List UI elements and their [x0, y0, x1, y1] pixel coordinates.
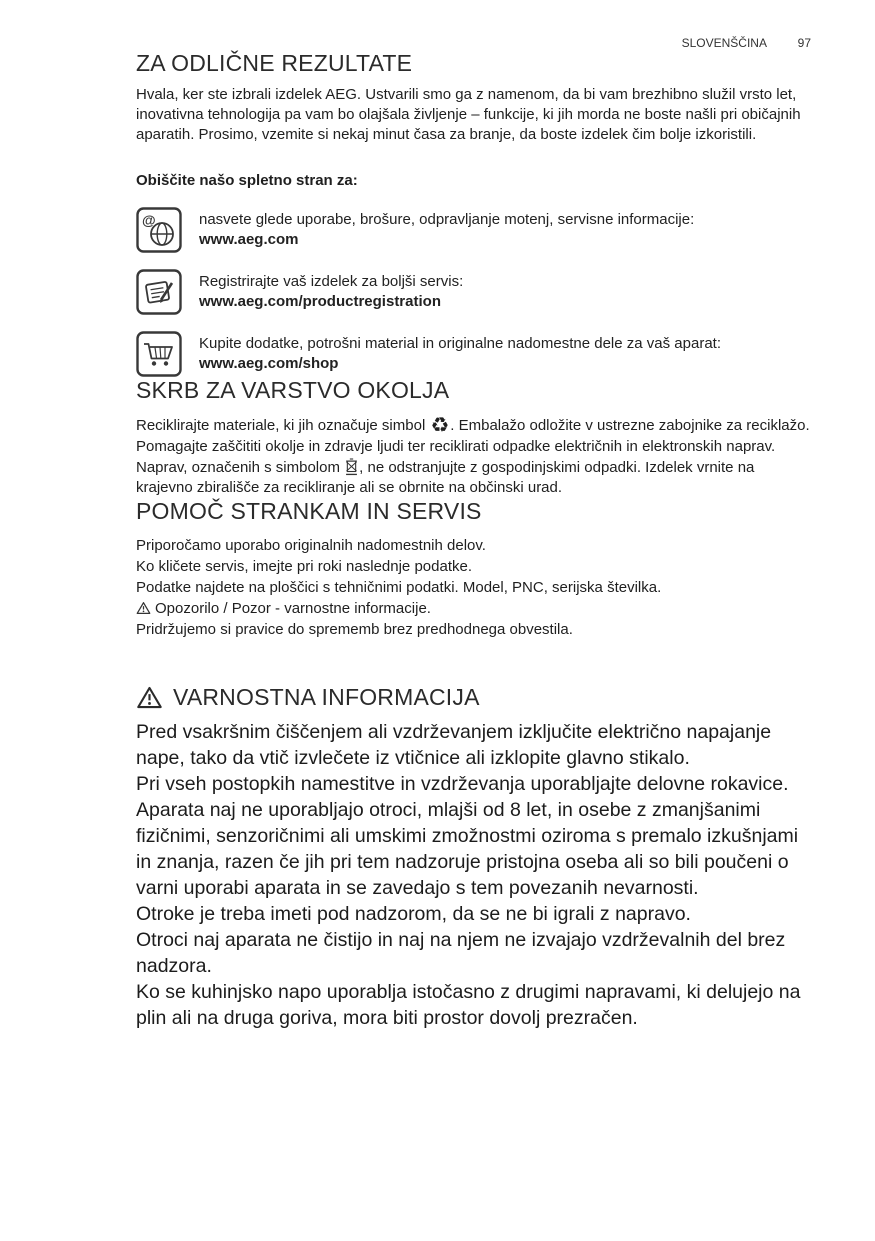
- safety-paragraphs: [136, 719, 812, 1031]
- safety-paragraph: Pri vseh postopkih namestitve in vzdrževanja uporabljajte delovne rokavice.: [136, 773, 789, 795]
- environment-paragraph-1: Reciklirajte materiale, ki jih označuje simbol ♻. Embalažo odložite v ustrezne zabojnike za reciklažo.: [136, 414, 810, 437]
- section-title-safety: VARNOSTNA INFORMACIJA: [173, 684, 480, 710]
- visit-heading: Obiščite našo spletno stran za:: [136, 172, 358, 189]
- service-lines: [136, 535, 812, 640]
- section-title-environment: SKRB ZA VARSTVO OKOLJA: [136, 377, 450, 403]
- svg-text:@: @: [142, 212, 156, 228]
- service-warning-line: Opozorilo / Pozor - varnostne informacije.: [136, 598, 812, 619]
- crossed-wheelie-bin-icon: [344, 457, 359, 476]
- globe-at-icon: [136, 207, 182, 253]
- service-line: Ko kličete servis, imejte pri roki naslednje podatke.: [136, 558, 472, 575]
- page-number: 97: [797, 36, 811, 50]
- page-header: [0, 0, 875, 50]
- service-line: Pridržujemo si pravice do sprememb brez predhodnega obvestila.: [136, 621, 573, 638]
- service-line: Podatke najdete na ploščici s tehničnimi podatki. Model, PNC, serijska številka.: [136, 579, 662, 596]
- page-content: [0, 50, 875, 1031]
- warning-triangle-icon: [136, 685, 163, 710]
- link-text-block: [199, 269, 463, 312]
- section-title-results: ZA ODLIČNE REZULTATE: [136, 50, 413, 76]
- link-description: Registrirajte vaš izdelek za boljši servis:: [199, 273, 464, 290]
- safety-paragraph: Otroke je treba imeti pod nadzorom, da se ne bi igrali z napravo.: [136, 903, 691, 925]
- safety-paragraph: Aparata naj ne uporabljajo otroci, mlajši od 8 let, in osebe z zmanjšanimi fizičnimi, senzoričnimi ali umskimi zmožnostmi oziroma s premalo izkušnjami in znanja, razen če jih pri tem nadzoruje pristojna oseba ali so bili poučeni o varni uporabi aparata in se zavedajo s tem povezanih nevarnosti.: [136, 799, 799, 899]
- section-title-service: POMOČ STRANKAM IN SERVIS: [136, 498, 482, 524]
- shop-link-row: [136, 331, 812, 377]
- warning-triangle-icon: [136, 601, 151, 615]
- link-url: www.aeg.com/productregistration: [199, 293, 441, 310]
- link-description: nasvete glede uporabe, brošure, odpravljanje motenj, servisne informacije:: [199, 211, 695, 228]
- register-link-row: [136, 269, 812, 315]
- link-description: Kupite dodatke, potrošni material in originalne nadomestne dele za vaš aparat:: [199, 335, 721, 352]
- link-url: www.aeg.com/shop: [199, 355, 339, 372]
- link-text-block: [199, 207, 694, 250]
- safety-paragraph: Ko se kuhinjsko napo uporablja istočasno z drugimi napravami, ki delujejo na plin ali na druga goriva, mora biti prostor dovolj prezračen.: [136, 981, 801, 1029]
- link-text-block: [199, 331, 721, 374]
- safety-paragraph: Pred vsakršnim čiščenjem ali vzdrževanjem izključite električno napajanje nape, tako da vtič izvlečete iz vtičnice ali izklopite glavno stikalo.: [136, 721, 772, 769]
- language-label: SLOVENŠČINA: [681, 36, 767, 50]
- shopping-cart-icon: [136, 331, 182, 377]
- safety-paragraph: Otroci naj aparata ne čistijo in naj na njem ne izvajajo vzdrževalnih del brez nadzora.: [136, 929, 786, 977]
- service-line: Priporočamo uporabo originalnih nadomestnih delov.: [136, 537, 486, 554]
- safety-title-row: [136, 684, 812, 711]
- link-url: www.aeg.com: [199, 231, 299, 248]
- website-link-row: [136, 207, 812, 253]
- intro-paragraph: Hvala, ker ste izbrali izdelek AEG. Ustvarili smo ga z namenom, da bi vam brezhibno služil vrsto let, inovativna tehnologija pa vam bo olajšala življenje – funkcije, ki jih morda ne boste našli pri običajnih aparatih. Prosimo, vzemite si nekaj minut časa za branje, da boste izdelek čim bolje izkoristili.: [136, 86, 801, 143]
- register-document-icon: [136, 269, 182, 315]
- recycle-icon: ♻: [430, 414, 450, 437]
- environment-paragraph-2: Pomagajte zaščititi okolje in zdravje ljudi ter reciklirati odpadke električnih in elektronskih naprav. Naprav, označenih s simbolom , ne odstranjujte z gospodinjskimi odpadki. Izdelek vrnite na krajevno zbirališče za recikliranje ali se obrnite na občinski urad.: [136, 438, 776, 496]
